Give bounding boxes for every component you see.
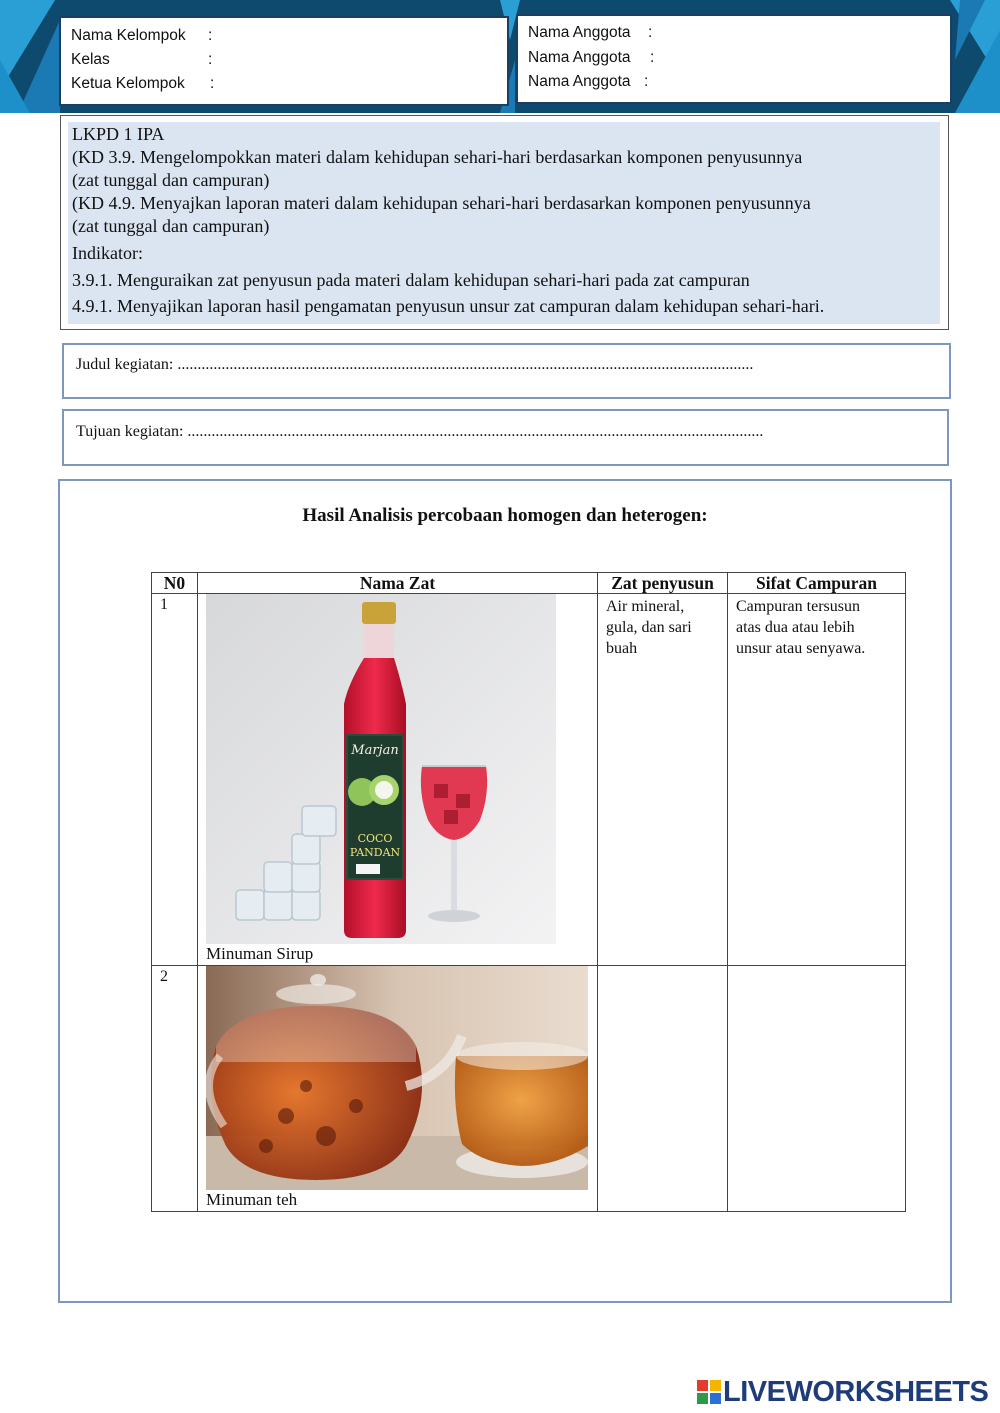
property-line: unsur atau senyawa. [736,640,866,657]
indicator-heading: Indikator: [72,243,143,263]
composition-cell [598,594,728,966]
property-line: Campuran tersusun [736,598,860,615]
activity-goal-field[interactable] [62,409,949,466]
kd-4-9-line-cont: (zat tunggal dan campuran) [72,216,270,236]
col-header-nama-zat: Nama Zat [198,573,598,594]
mixture-property-cell [728,594,906,966]
table-header-row [152,573,906,594]
lkpd-title: LKPD 1 IPA [72,124,165,144]
tea-image [206,966,588,1190]
member-colon-2: : [650,49,655,66]
composition-line: buah [606,640,638,657]
class-colon: : [208,51,213,68]
kd-3-9-line: (KD 3.9. Mengelompokkan materi dalam kehidupan sehari-hari berdasarkan komponen penyusunnya [72,147,803,167]
mixture-property-cell[interactable] [728,966,906,1212]
group-leader-colon: : [210,75,215,92]
col-header-no: N0 [152,573,198,594]
member-label-1: Nama Anggota [528,24,631,41]
col-header-zat-penyusun: Zat penyusun [598,573,728,594]
property-line: atas dua atau lebih [736,619,855,636]
group-info-box [59,16,509,106]
member-label-3: Nama Anggota [528,73,631,90]
member-colon-1: : [648,24,653,41]
substance-cell [198,966,598,1212]
syrup-image [206,594,556,944]
composition-line: Air mineral, [606,598,685,615]
table-row [152,966,906,1212]
substance-caption: Minuman teh [206,1190,298,1209]
analysis-table [151,572,906,1212]
indicator-4-9-1: 4.9.1. Menyajikan laporan hasil pengamatan penyusun unsur zat campuran dalam kehidupan sehari-hari. [72,296,825,316]
analysis-title: Hasil Analisis percobaan homogen dan heterogen: [302,505,708,526]
member-colon-3: : [644,73,649,90]
group-name-colon: : [208,27,213,44]
group-leader-label: Ketua Kelompok [71,75,185,92]
activity-title-field[interactable] [62,343,951,399]
members-info-box [516,14,952,104]
bottle-line2-text: PANDAN [349,846,401,859]
liveworksheets-logo [697,1376,988,1410]
composition-cell[interactable] [598,966,728,1212]
table-row [152,594,906,966]
group-name-label: Nama Kelompok [71,27,186,44]
liveworksheets-logo-text: LIVEWORKSHEETS [723,1376,989,1408]
substance-cell [198,594,598,966]
kd-3-9-line-cont: (zat tunggal dan campuran) [72,170,270,190]
kd-4-9-line: (KD 4.9. Menyajkan laporan materi dalam kehidupan sehari-hari berdasarkan komponen penyusunnya [72,193,811,213]
class-label: Kelas [71,51,110,68]
liveworksheets-logo-icon [697,1379,721,1412]
indicator-3-9-1: 3.9.1. Menguraikan zat penyusun pada materi dalam kehidupan sehari-hari pada zat campuran [72,270,750,290]
col-header-sifat-campuran: Sifat Campuran [728,573,906,594]
analysis-box [58,479,952,1303]
row-number: 2 [152,966,198,1212]
bottle-line1-text: COCO [357,832,393,845]
bottle-brand-text: Marjan [351,743,399,758]
row-number: 1 [152,594,198,966]
composition-line: gula, dan sari [606,619,692,636]
activity-goal-text: Tujuan kegiatan: ................................................................................................................................................ [76,423,764,440]
substance-caption: Minuman Sirup [206,944,314,963]
competency-box [60,115,949,330]
activity-title-text: Judul kegiatan: ................................................................................................................................................ [76,356,754,373]
member-label-2: Nama Anggota [528,49,631,66]
